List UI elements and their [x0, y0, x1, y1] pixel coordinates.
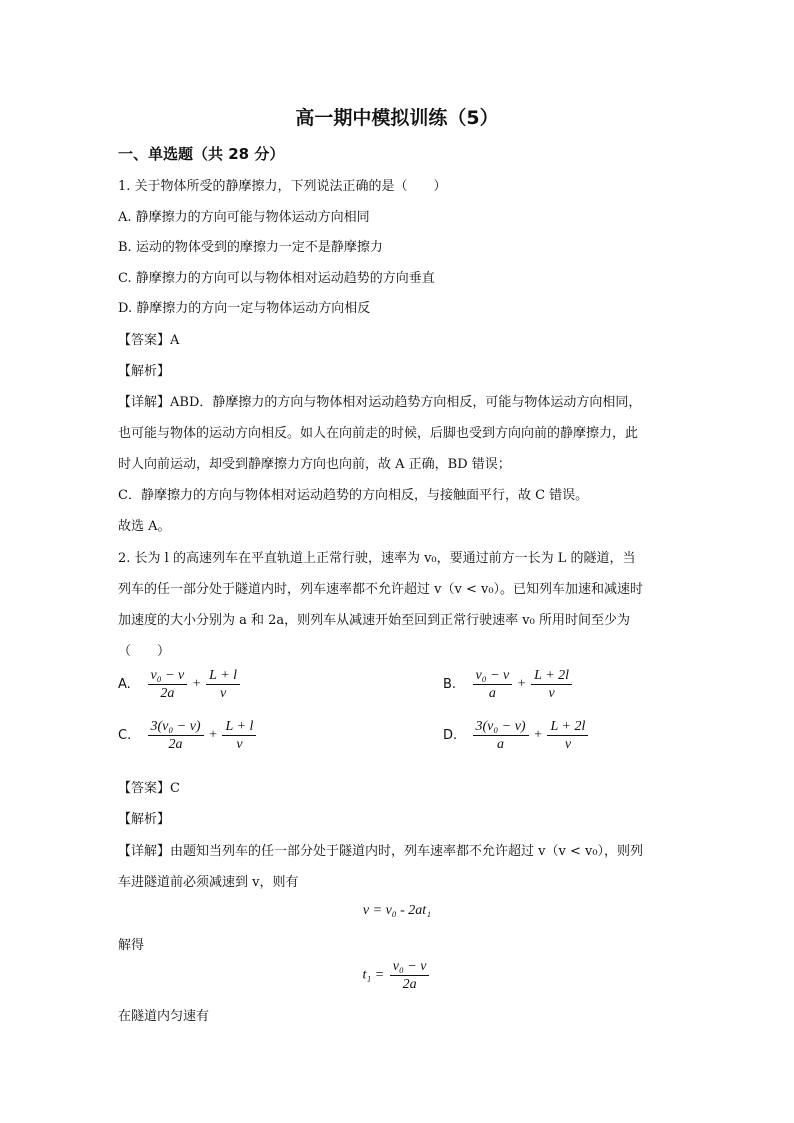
- q2-stem-line: （ ）: [118, 644, 171, 659]
- q2-stem-line: 加速度的大小分别为 a 和 2a，则列车从减速开始至回到正常行驶速率 v₀ 所用时间至少为: [118, 613, 630, 628]
- q1-option-d: D. 静摩擦力的方向一定与物体运动方向相反: [118, 301, 371, 316]
- page-title: 高一期中模拟训练（5）: [295, 107, 499, 129]
- q1-option-c: C. 静摩擦力的方向可以与物体相对运动趋势的方向垂直: [118, 271, 435, 286]
- q1-detail-line: 也可能与物体的运动方向相反。如人在向前走的时候，后脚也受到方向向前的静摩擦力，此: [118, 426, 639, 441]
- q1-detail-line: 时人向前运动，却受到静摩擦力方向也向前，故 A 正确，BD 错误；: [118, 457, 511, 472]
- q1-detail-line: 故选 A。: [118, 519, 171, 534]
- q1-detail-line: 【详解】ABD．静摩擦力的方向与物体相对运动趋势方向相反，可能与物体运动方向相同，: [118, 395, 642, 410]
- q2-answer: 【答案】C: [118, 781, 180, 796]
- q1-stem: 1. 关于物体所受的静摩擦力，下列说法正确的是（ ）: [118, 179, 447, 194]
- q1-detail-line: C．静摩擦力的方向与物体相对运动趋势的方向相反，与接触面平行，故 C 错误。: [118, 488, 589, 503]
- fraction: $\frac{\text{v₀ − v}}{2a}$: [390, 958, 430, 993]
- option-label: B.: [443, 677, 457, 692]
- solve-label: 解得: [118, 938, 145, 953]
- option-label: C.: [118, 728, 132, 743]
- q1-option-b: B. 运动的物体受到的摩擦力一定不是静摩擦力: [118, 240, 383, 255]
- section-heading: 一、单选题（共 28 分）: [118, 145, 285, 163]
- fraction: $\frac{L + l}{v}$: [222, 718, 256, 753]
- fraction: $\frac{\text{v₀ − v}}{a}$: [473, 667, 513, 702]
- q2-analysis-label: 【解析】: [118, 812, 171, 827]
- equation-1: v = v₀ - 2at₁: [362, 903, 432, 918]
- option-label: D.: [443, 728, 458, 743]
- equation-2: t₁ = $\frac{\text{v₀ − v}}{2a}$: [0, 958, 794, 993]
- q2-detail-line: 【详解】由题知当列车的任一部分处于隧道内时，列车速率都不允许超过 v（v < v₀），则列: [118, 844, 644, 859]
- q2-stem-line: 列车的任一部分处于隧道内时，列车速率都不允许超过 v（v < v₀）。已知列车加速和减速时: [118, 582, 644, 597]
- fraction: $\frac{L + 2l}{v}$: [531, 667, 572, 702]
- option-label: A.: [118, 677, 131, 692]
- fraction: $\frac{\text{3(v₀ − v)}}{a}$: [473, 718, 529, 753]
- q2-option-b: B. $\frac{\text{v₀ − v}}{a}$ + $\frac{L + 2l}{v}$: [443, 667, 574, 702]
- fraction: $\frac{L + 2l}{v}$: [547, 718, 588, 753]
- q1-analysis-label: 【解析】: [118, 364, 171, 379]
- q1-option-a: A. 静摩擦力的方向可能与物体运动方向相同: [118, 210, 370, 225]
- q2-detail-line: 车进隧道前必须减速到 v，则有: [118, 875, 299, 890]
- q2-stem-line: 2. 长为 l 的高速列车在平直轨道上正常行驶，速率为 v₀，要通过前方一长为 L 的隧道，当: [118, 551, 636, 566]
- q2-detail-last: 在隧道内匀速有: [118, 1009, 210, 1024]
- q2-option-a: A. $\frac{\text{v₀ − v}}{2a}$ + $\frac{L + l}{v}$: [118, 667, 242, 702]
- q2-option-c: C. $\frac{\text{3(v₀ − v)}}{2a}$ + $\frac{L + l}{v}$: [118, 718, 258, 753]
- fraction: $\frac{\text{3(v₀ − v)}}{2a}$: [148, 718, 204, 753]
- q1-answer: 【答案】A: [118, 333, 180, 348]
- fraction: $\frac{L + l}{v}$: [206, 667, 240, 702]
- fraction: $\frac{\text{v₀ − v}}{2a}$: [148, 667, 188, 702]
- q2-option-d: D. $\frac{\text{3(v₀ − v)}}{a}$ + $\frac{L + 2l}{v}$: [443, 718, 590, 753]
